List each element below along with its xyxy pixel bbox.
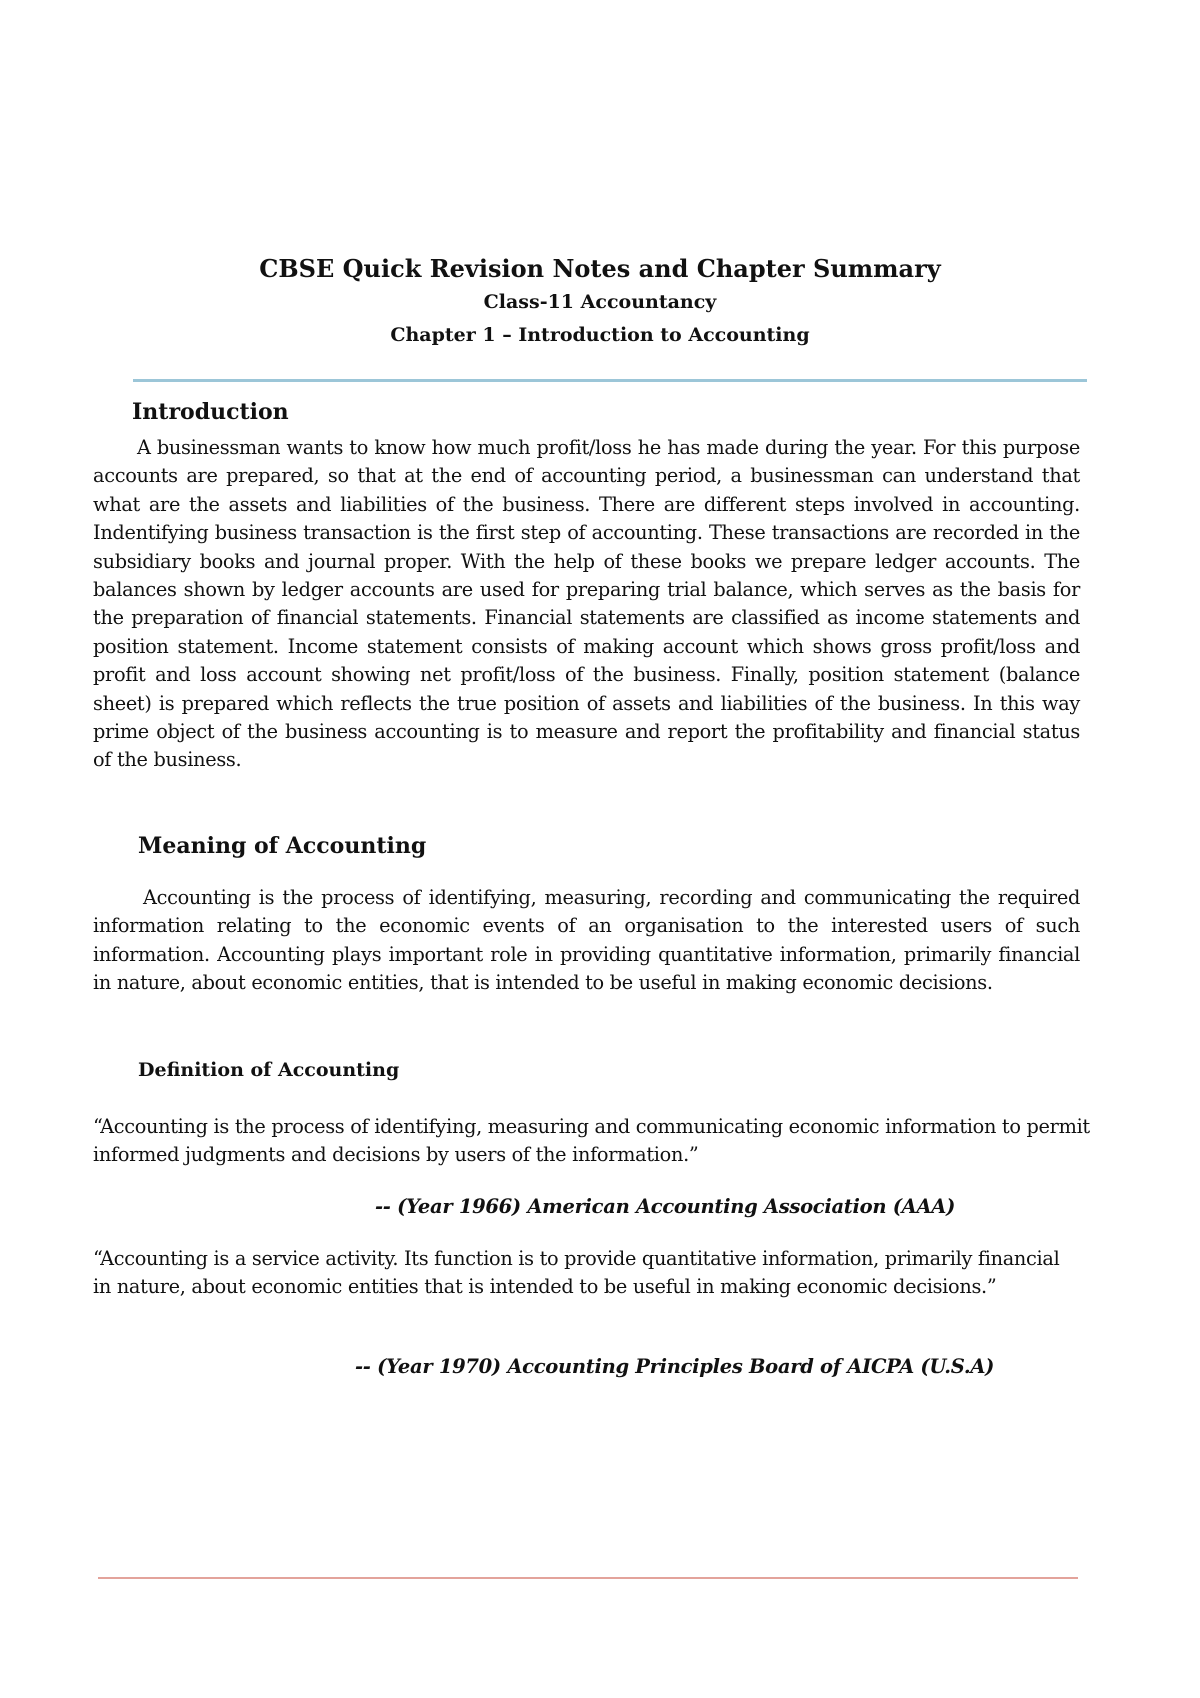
title-block: [0, 252, 1200, 352]
definition-heading: Definition of Accounting: [138, 1059, 400, 1081]
document-title: CBSE Quick Revision Notes and Chapter Summary: [259, 254, 941, 283]
quote-attribution: -- (Year 1970) Accounting Principles Board of AICPA (U.S.A): [355, 1355, 995, 1378]
introduction-heading: Introduction: [132, 399, 289, 425]
definition-quote: “Accounting is the process of identifying, measuring and communicating economic information to permit informed judgments and decisions by users of the information.”: [93, 1115, 1090, 1167]
meaning-paragraph: Accounting is the process of identifying, measuring, recording and communicating the required information relating to the economic events of an organisation to the interested users of such information. Accounting plays important role in providing quantitative information, primarily financial in nature, about economic entities, that is intended to be useful in making economic decisions.: [93, 886, 1080, 995]
class-label: Class-11 Accountancy: [483, 291, 717, 313]
header-divider: [133, 379, 1087, 382]
definition-quote: “Accounting is a service activity. Its function is to provide quantitative information, primarily financial in nature, about economic entities that is intended to be useful in making economic decisions.”: [93, 1247, 1060, 1299]
introduction-paragraph: A businessman wants to know how much profit/loss he has made during the year. For this purpose accounts are prepared, so that at the end of accounting period, a businessman can understand that what are the assets and liabilities of the business. There are different steps involved in accounting. Indentifying business transaction is the first step of accounting. These transactions are recorded in the subsidiary books and journal proper. With the help of these books we prepare ledger accounts. The balances shown by ledger accounts are used for preparing trial balance, which serves as the basis for the preparation of financial statements. Financial statements are classified as income statements and position statement. Income statement consists of making account which shows gross profit/loss and profit and loss account showing net profit/loss of the business. Finally, position statement (balance sheet) is prepared which reflects the true position of assets and liabilities of the business. In this way prime object of the business accounting is to measure and report the profitability and financial status of the business.: [93, 436, 1080, 772]
footer-divider: [98, 1577, 1078, 1579]
meaning-heading: Meaning of Accounting: [138, 833, 427, 859]
chapter-label: Chapter 1 – Introduction to Accounting: [390, 324, 810, 346]
quote-attribution: -- (Year 1966) American Accounting Association (AAA): [375, 1195, 956, 1218]
